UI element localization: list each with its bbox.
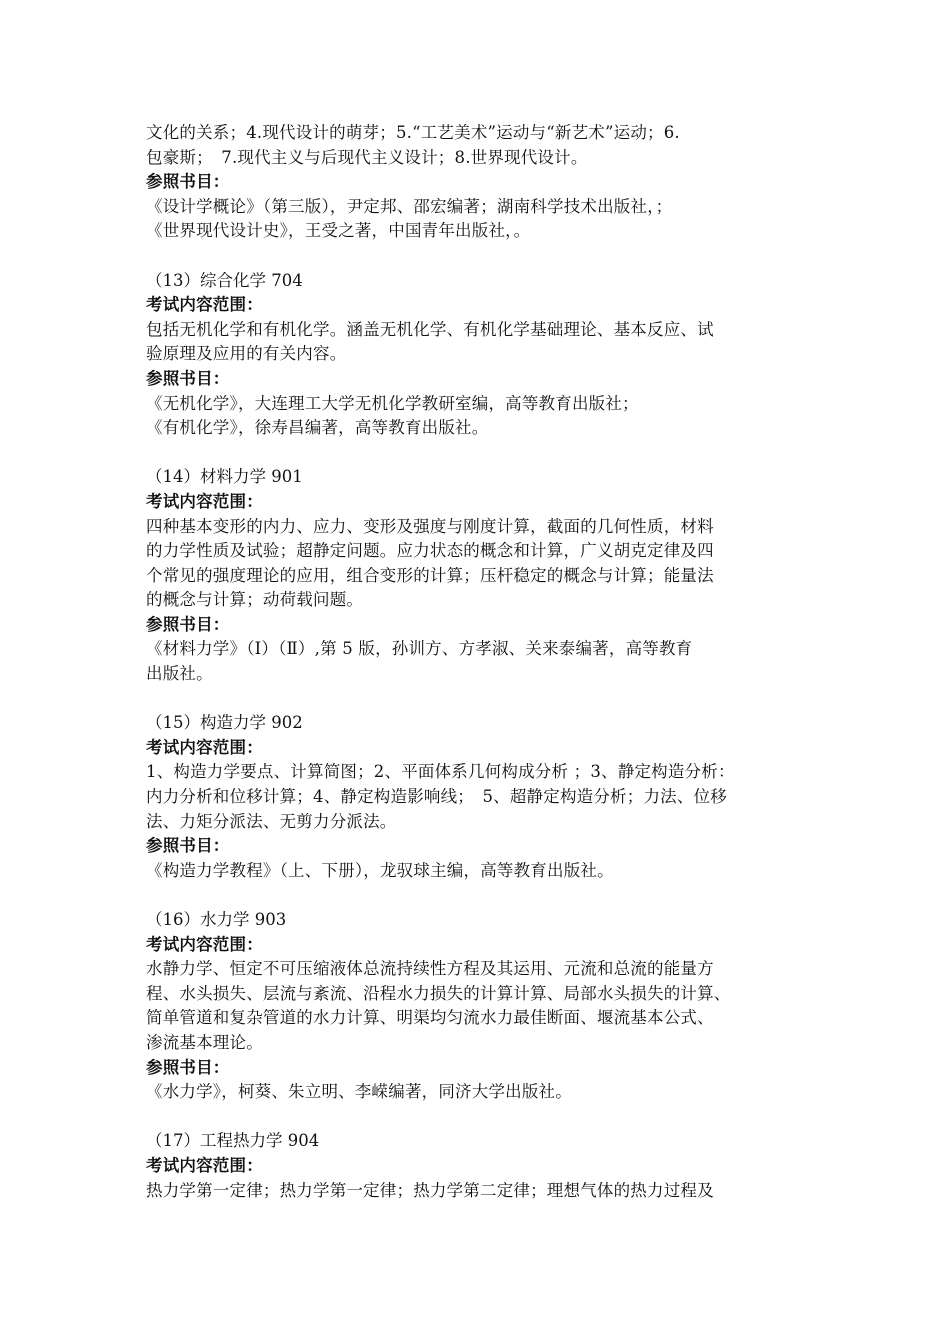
- content-line: 水静力学、恒定不可压缩液体总流持续性方程及其运用、元流和总流的能量方: [146, 959, 714, 979]
- section-15: [146, 711, 816, 883]
- section-title: （14）材料力学 901: [146, 467, 303, 487]
- content-line: 四种基本变形的内力、应力、变形及强度与刚度计算，截面的几何性质，材料: [146, 516, 714, 536]
- content-line: 的概念与计算；动荷载问题。: [146, 590, 364, 610]
- reference-label: 参照书目：: [146, 614, 230, 634]
- reference-label: 参照书目：: [146, 368, 230, 388]
- spacer: [146, 883, 816, 908]
- reference-line: 《水力学》，柯葵、朱立明、李嵘编著，同济大学出版社。: [146, 1082, 572, 1102]
- reference-line: 出版社。: [146, 664, 213, 684]
- section-title: （15）构造力学 902: [146, 713, 303, 733]
- section-14: [146, 465, 816, 686]
- content-line: 包豪斯； 7.现代主义与后现代主义设计；8.世界现代设计。: [146, 147, 588, 167]
- content-line: 渗流基本理论。: [146, 1032, 263, 1052]
- spacer: [146, 1105, 816, 1130]
- reference-label: 参照书目：: [146, 1057, 230, 1077]
- scope-label: 考试内容范围：: [146, 737, 263, 757]
- reference-line: 《构造力学教程》（上、下册），龙驭球主编，高等教育出版社。: [146, 860, 614, 880]
- section-16: [146, 908, 816, 1105]
- content-line: 热力学第一定律；热力学第一定律；热力学第二定律；理想气体的热力过程及: [146, 1180, 714, 1200]
- content-line: 文化的关系；4.现代设计的萌芽；5.“工艺美术”运动与“新艺术”运动；6.: [146, 123, 680, 142]
- scope-label: 考试内容范围：: [146, 491, 263, 511]
- reference-line: 《设计学概论》（第三版），尹定邦、邵宏编著；湖南科学技术出版社，；: [146, 196, 673, 216]
- content-line: 程、水头损失、层流与紊流、沿程水力损失的计算计算、局部水头损失的计算、: [146, 983, 731, 1003]
- reference-line: 《有机化学》，徐寿昌编著，高等教育出版社。: [146, 418, 489, 438]
- section-13: [146, 269, 816, 441]
- content-line: 包括无机化学和有机化学。涵盖无机化学、有机化学基础理论、基本反应、试: [146, 319, 714, 339]
- scope-label: 考试内容范围：: [146, 934, 263, 954]
- reference-line: 《材料力学》（Ⅰ）（Ⅱ）,第 5 版，孙训方、方孝淑、关来泰编著，高等教育: [146, 639, 693, 659]
- content-line: 个常见的强度理论的应用，组合变形的计算；压杆稳定的概念与计算；能量法: [146, 565, 714, 585]
- content-line: 1、构造力学要点、计算简图；2、平面体系几何构成分析 ；3、静定构造分析：: [146, 762, 735, 782]
- section-title: （17）工程热力学 904: [146, 1131, 320, 1151]
- spacer: [146, 687, 816, 712]
- section-17: [146, 1129, 816, 1203]
- content-line: 验原理及应用的有关内容。: [146, 344, 347, 364]
- reference-line: 《无机化学》，大连理工大学无机化学教研室编，高等教育出版社；: [146, 393, 639, 413]
- spacer: [146, 244, 816, 269]
- content-line: 内力分析和位移计算；4、静定构造影响线； 5、超静定构造分析；力法、位移: [146, 787, 727, 807]
- content-line: 法、力矩分派法、无剪力分派法。: [146, 811, 397, 831]
- document-page: [146, 121, 816, 1203]
- intro-block: [146, 121, 816, 244]
- reference-label: 参照书目：: [146, 836, 230, 856]
- scope-label: 考试内容范围：: [146, 295, 263, 315]
- reference-line: 《世界现代设计史》，王受之著，中国青年出版社，。: [146, 221, 531, 241]
- reference-label: 参照书目：: [146, 172, 230, 192]
- content-line: 的力学性质及试验；超静定问题。应力状态的概念和计算，广义胡克定律及四: [146, 541, 714, 561]
- section-title: （16）水力学 903: [146, 910, 287, 929]
- content-line: 简单管道和复杂管道的水力计算、明渠均匀流水力最佳断面、堰流基本公式、: [146, 1008, 714, 1028]
- spacer: [146, 441, 816, 466]
- scope-label: 考试内容范围：: [146, 1155, 263, 1175]
- section-title: （13）综合化学 704: [146, 270, 303, 290]
